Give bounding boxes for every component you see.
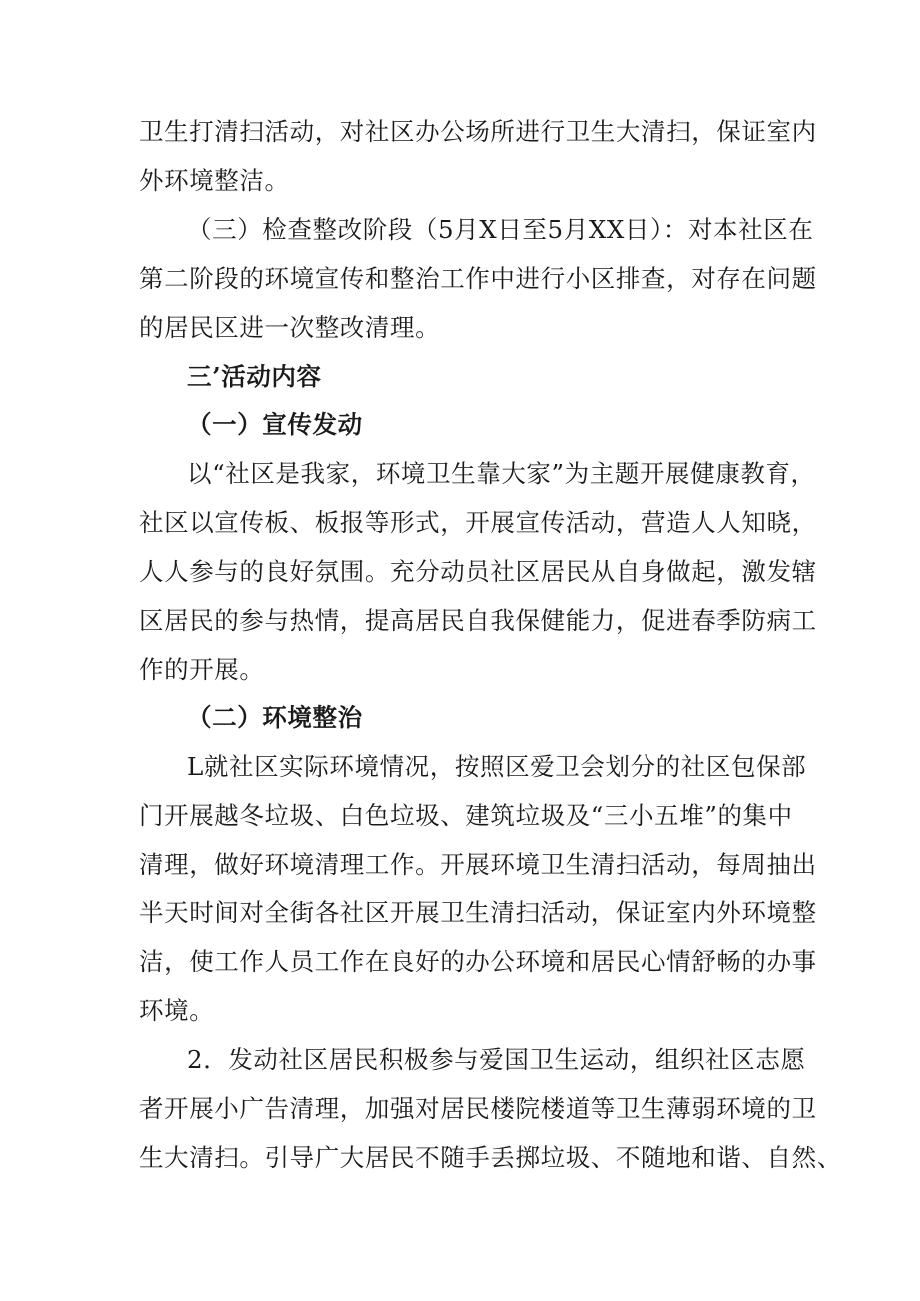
body-text-line: 社区以宣传板、板报等形式，开展宣传活动，营造人人知晓， bbox=[139, 508, 817, 537]
body-text-line: 外环境整洁。 bbox=[139, 166, 290, 195]
body-text-line: 人人参与的良好氛围。充分动员社区居民从自身做起，激发辖 bbox=[139, 557, 817, 586]
body-text-line: 生大清扫。引导广大居民不随手丢掷垃圾、不随地和谐、自然、 bbox=[139, 1143, 842, 1172]
body-text-line: 作的开展。 bbox=[139, 655, 265, 684]
body-text-line: 区居民的参与热情，提高居民自我保健能力，促进春季防病工 bbox=[139, 606, 817, 635]
subsection-heading: （二）环境整治 bbox=[187, 703, 363, 732]
paragraph-first-line: 以“社区是我家，环境卫生靠大家”为主题开展健康教育， bbox=[187, 459, 816, 488]
body-text-line: 门开展越冬垃圾、白色垃圾、建筑垃圾及“三小五堆”的集中 bbox=[139, 801, 793, 830]
body-text-line: 的居民区进一次整改清理。 bbox=[139, 313, 441, 342]
section-paragraph-line: （三）检查整改阶段（5月X日至5月XX日）：对本社区在 bbox=[187, 215, 814, 244]
body-text-line: 第二阶段的环境宣传和整治工作中进行小区排查，对存在问题 bbox=[139, 264, 817, 293]
body-text-line: 卫生打清扫活动，对社区办公场所进行卫生大清扫，保证室内 bbox=[139, 117, 817, 146]
body-text-line: 清理，做好环境清理工作。开展环境卫生清扫活动，每周抽出 bbox=[139, 850, 817, 879]
body-text-line: 者开展小广告清理，加强对居民楼院楼道等卫生薄弱环境的卫 bbox=[139, 1094, 817, 1123]
body-text-line: 洁，使工作人员工作在良好的办公环境和居民心情舒畅的办事 bbox=[139, 947, 817, 976]
paragraph-first-line: 2．发动社区居民积极参与爱国卫生运动，组织社区志愿 bbox=[187, 1045, 806, 1074]
section-heading: 三’活动内容 bbox=[187, 362, 322, 391]
paragraph-first-line: L就社区实际环境情况，按照区爱卫会划分的社区包保部 bbox=[187, 752, 807, 781]
body-text-line: 半天时间对全街各社区开展卫生清扫活动，保证室内外环境整 bbox=[139, 898, 817, 927]
body-text-line: 环境。 bbox=[139, 996, 215, 1025]
subsection-heading: （一）宣传发动 bbox=[187, 410, 363, 439]
